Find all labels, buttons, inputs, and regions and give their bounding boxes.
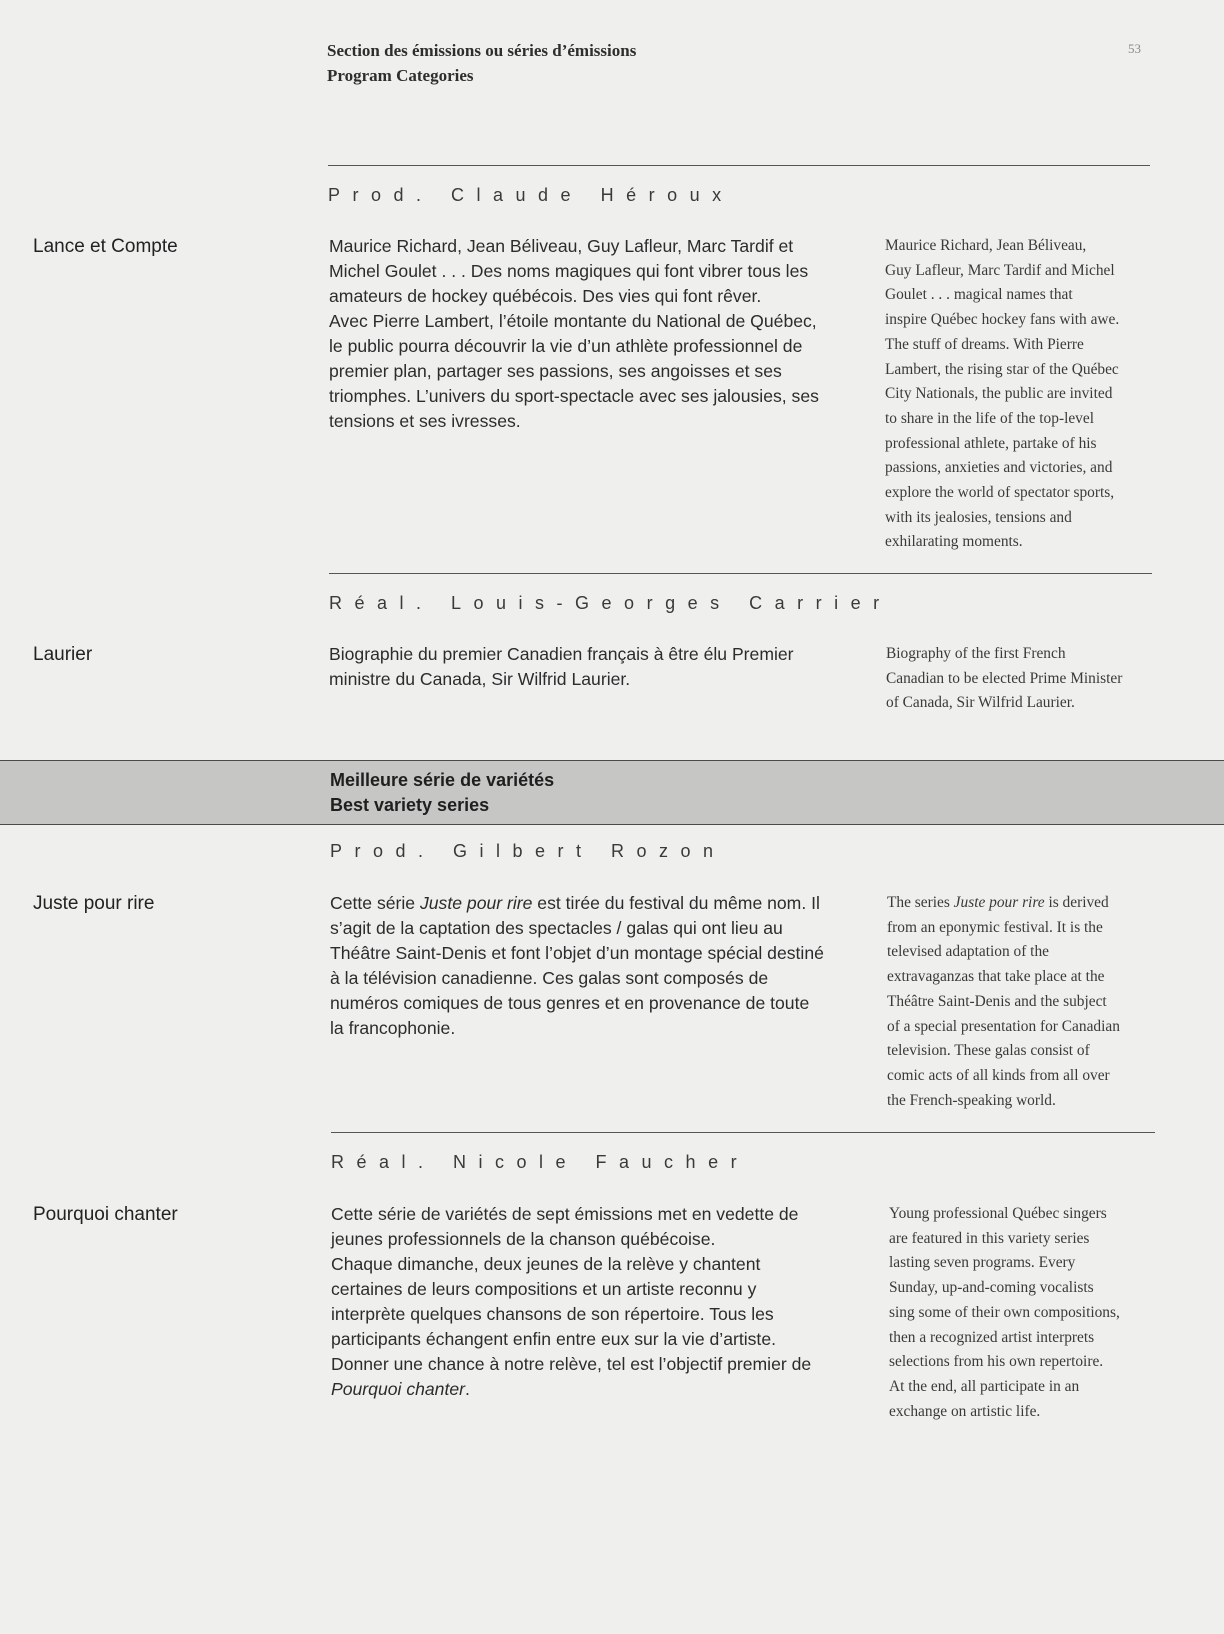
section-divider — [328, 165, 1150, 166]
description-en — [887, 891, 1162, 1113]
text-line: with its jealosies, tensions and — [885, 508, 1072, 526]
text-line: Biography of the first French — [886, 645, 1066, 662]
text-line: of a special presentation for Canadian — [887, 1017, 1120, 1035]
text-line: Goulet . . . magical names that — [885, 286, 1073, 304]
text-line: are featured in this variety series — [889, 1229, 1090, 1247]
header-title-en: Program Categories — [327, 66, 474, 85]
text-line: selections from his own repertoire. — [889, 1353, 1104, 1371]
show-title-italic: Juste pour rire — [419, 893, 533, 913]
text-line: to share in the life of the top-level — [885, 409, 1094, 427]
text-fragment: Cette série — [330, 893, 420, 913]
text-line: comic acts of all kinds from all over — [887, 1066, 1110, 1084]
text-line — [330, 891, 855, 916]
text-fragment: The series — [887, 894, 954, 911]
text-line: lasting seven programs. Every — [889, 1254, 1076, 1272]
text-line: Michel Goulet . . . Des noms magiques qui font vibrer tous les — [329, 261, 809, 281]
text-line: then a recognized artist interprets — [889, 1328, 1095, 1346]
page-header — [327, 38, 636, 88]
text-line: amateurs de hockey québécois. Des vies qui font rêver. — [329, 286, 762, 306]
text-line: The stuff of dreams. With Pierre — [885, 335, 1084, 353]
text-line: Canadian to be elected Prime Minister — [886, 669, 1123, 687]
text-line: Biographie du premier Canadien français à être élu Premier — [329, 644, 794, 664]
section-divider — [329, 573, 1152, 574]
text-line: television. These galas consist of — [887, 1042, 1090, 1060]
show-title-italic: Pourquoi chanter — [331, 1379, 465, 1399]
text-line: City Nationals, the public are invited — [885, 385, 1113, 403]
text-fragment: is derived — [1044, 894, 1109, 911]
description-en — [885, 234, 1160, 555]
text-line: At the end, all participate in an — [889, 1377, 1080, 1395]
text-line: extravaganzas that take place at the — [887, 968, 1105, 986]
credit-line: Prod. Gilbert Rozon — [330, 841, 726, 861]
show-title: Juste pour rire — [33, 893, 155, 914]
show-title: Pourquoi chanter — [33, 1204, 178, 1225]
text-line: tensions et ses ivresses. — [329, 411, 521, 431]
credit-line: Prod. Claude Héroux — [328, 185, 734, 205]
category-heading-fr: Meilleure série de variétés — [330, 770, 555, 790]
text-line: ministre du Canada, Sir Wilfrid Laurier. — [329, 669, 631, 689]
category-band — [0, 760, 1224, 825]
text-line: Donner une chance à notre relève, tel est l’objectif premier de — [331, 1354, 812, 1374]
text-line: interprète quelques chansons de son répertoire. Tous les — [331, 1304, 774, 1324]
text-line: Théâtre Saint-Denis and the subject — [887, 992, 1107, 1010]
text-line — [887, 891, 1162, 916]
text-line: the French-speaking world. — [887, 1091, 1056, 1109]
category-heading — [330, 768, 554, 818]
text-line: Théâtre Saint-Denis et font l’objet d’un montage spécial destiné — [330, 943, 824, 963]
text-line: Sunday, up-and-coming vocalists — [889, 1279, 1094, 1297]
text-line: passions, anxieties and victories, and — [885, 459, 1113, 477]
page-number: 53 — [1128, 41, 1141, 56]
text-line: à la télévision canadienne. Ces galas sont composés de — [330, 968, 769, 988]
description-fr — [331, 1202, 856, 1402]
text-line: la francophonie. — [330, 1018, 456, 1038]
show-title-italic: Juste pour rire — [953, 894, 1045, 911]
text-line: participants échangent enfin entre eux sur la vie d’artiste. — [331, 1329, 776, 1349]
header-title-fr: Section des émissions ou séries d’émissions — [327, 41, 637, 60]
text-line: sing some of their own compositions, — [889, 1303, 1120, 1321]
description-en — [886, 642, 1161, 716]
text-line: Chaque dimanche, deux jeunes de la relève y chantent — [331, 1254, 761, 1274]
credit-line: Réal. Nicole Faucher — [331, 1152, 750, 1172]
text-line: professional athlete, partake of his — [885, 434, 1097, 452]
show-title: Lance et Compte — [33, 236, 178, 257]
show-title: Laurier — [33, 644, 93, 665]
text-line: televised adaptation of the — [887, 943, 1049, 961]
description-en — [889, 1202, 1164, 1424]
text-line: exhilarating moments. — [885, 533, 1023, 551]
text-line: of Canada, Sir Wilfrid Laurier. — [886, 694, 1075, 712]
text-line: le public pourra découvrir la vie d’un athlète professionnel de — [329, 336, 803, 356]
text-line — [331, 1377, 856, 1402]
text-line: Young professional Québec singers — [889, 1205, 1107, 1222]
description-fr — [329, 234, 854, 434]
credit-line: Réal. Louis-Georges Carrier — [329, 593, 892, 613]
text-line: exchange on artistic life. — [889, 1402, 1041, 1420]
text-line: jeunes professionnels de la chanson québécoise. — [331, 1229, 716, 1249]
section-divider — [331, 1132, 1155, 1133]
text-line: Maurice Richard, Jean Béliveau, — [885, 237, 1087, 254]
text-line: explore the world of spectator sports, — [885, 484, 1115, 502]
text-line: s’agit de la captation des spectacles / galas qui ont lieu au — [330, 918, 783, 938]
text-line: premier plan, partager ses passions, ses angoisses et ses — [329, 361, 782, 381]
text-line: Cette série de variétés de sept émissions met en vedette de — [331, 1204, 799, 1224]
text-line: Maurice Richard, Jean Béliveau, Guy Lafleur, Marc Tardif et — [329, 236, 794, 256]
description-fr — [329, 642, 854, 692]
text-line: Guy Lafleur, Marc Tardif and Michel — [885, 261, 1115, 279]
text-line: Lambert, the rising star of the Québec — [885, 360, 1119, 378]
description-fr — [330, 891, 855, 1041]
category-heading-en: Best variety series — [330, 795, 490, 815]
text-line: triomphes. L’univers du sport-spectacle avec ses jalousies, ses — [329, 386, 819, 406]
text-line: Avec Pierre Lambert, l’étoile montante du National de Québec, — [329, 311, 817, 331]
text-line: inspire Québec hockey fans with awe. — [885, 311, 1120, 329]
text-fragment: est tirée du festival du même nom. Il — [532, 893, 820, 913]
text-line: certaines de leurs compositions et un artiste reconnu y — [331, 1279, 757, 1299]
text-line: from an eponymic festival. It is the — [887, 918, 1103, 936]
text-line: numéros comiques de tous genres et en provenance de toute — [330, 993, 810, 1013]
text-fragment: . — [465, 1379, 470, 1399]
